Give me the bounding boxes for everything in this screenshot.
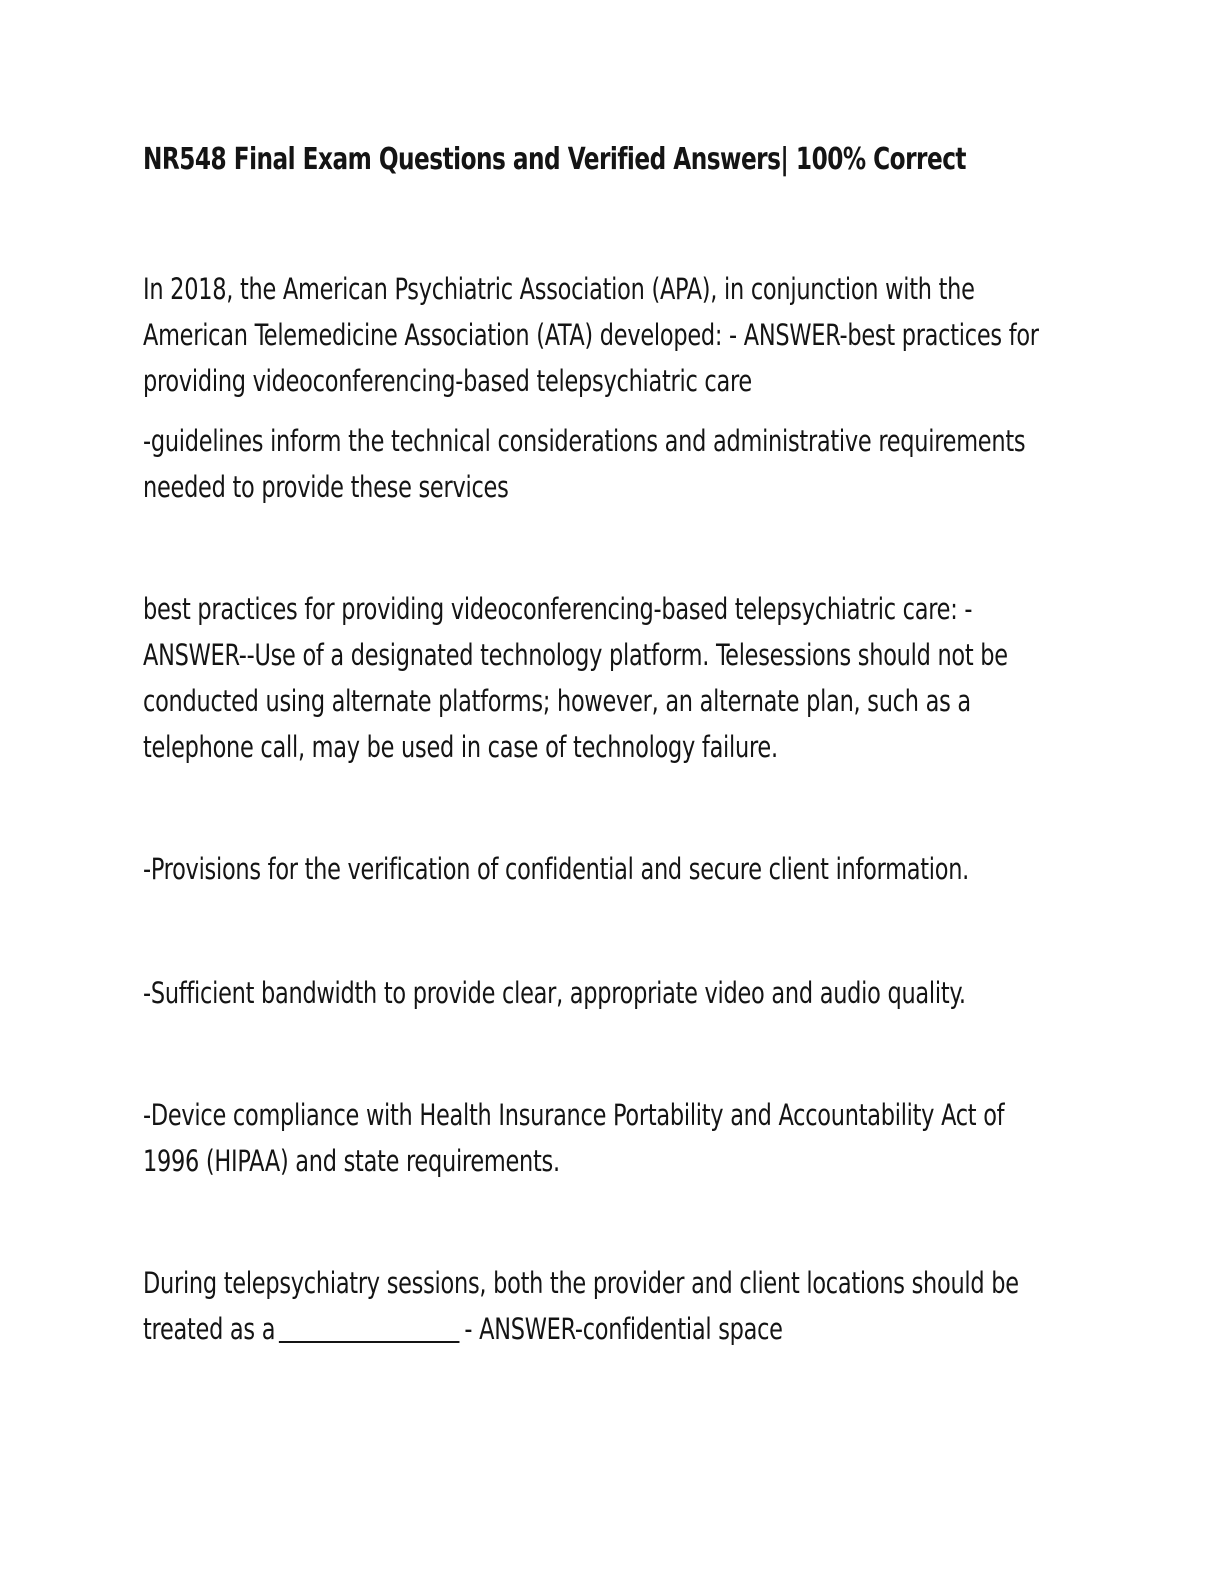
text-line-after-blank: - ANSWER-confidential space (464, 1312, 783, 1346)
text-line: American Telemedicine Association (ATA) developed: - ANSWER-best practices for (143, 318, 1039, 352)
question-confidential-space (143, 1260, 1019, 1352)
document-title: NR548 Final Exam Questions and Verified Answers| 100% Correct (143, 142, 967, 177)
text-line: 1996 (HIPAA) and state requirements. (143, 1144, 560, 1178)
text-line: During telepsychiatry sessions, both the provider and client locations should be (143, 1266, 1019, 1300)
text-line: In 2018, the American Psychiatric Association (APA), in conjunction with the (143, 272, 975, 306)
answer-bandwidth (143, 970, 966, 1016)
question-best-practices (143, 586, 1008, 770)
text-line: -Sufficient bandwidth to provide clear, appropriate video and audio quality. (143, 976, 966, 1010)
text-line: -Device compliance with Health Insurance Portability and Accountability Act of (143, 1098, 1005, 1132)
text-line: providing videoconferencing-based telepsychiatric care (143, 364, 752, 398)
answer-hipaa-compliance (143, 1092, 1004, 1184)
answer-provisions (143, 846, 969, 892)
text-line: telephone call, may be used in case of technology failure. (143, 730, 778, 764)
text-line: conducted using alternate platforms; however, an alternate plan, such as a (143, 684, 971, 718)
text-line: ANSWER--Use of a designated technology platform. Telesessions should not be (143, 638, 1008, 672)
text-line: -guidelines inform the technical considerations and administrative requirements (143, 424, 1026, 458)
text-line: best practices for providing videoconferencing-based telepsychiatric care: - (143, 592, 973, 626)
question-apa-ata-guidelines (143, 266, 1039, 404)
fill-in-blank (279, 1340, 460, 1343)
text-line-before-blank: treated as a (143, 1312, 276, 1346)
answer-guidelines-detail (143, 418, 1025, 510)
text-line: needed to provide these services (143, 470, 509, 504)
text-line: -Provisions for the verification of confidential and secure client information. (143, 852, 970, 886)
